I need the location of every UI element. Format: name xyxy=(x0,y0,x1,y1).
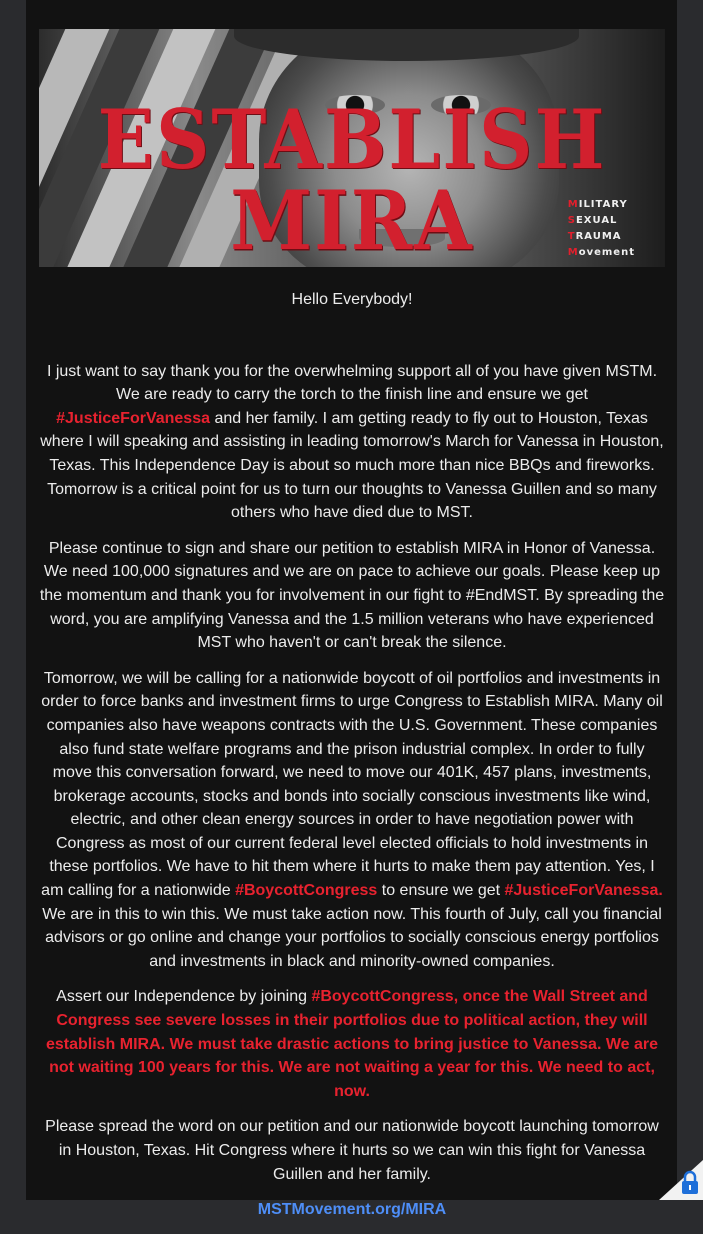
paragraph-boycott: Tomorrow, we will be calling for a nationwide boycott of oil portfolios and investments in order to force banks and investment firms to urge Congress to Establish MIRA. Many oil companies also have weapons contracts with the U.S. Government. These companies also fund state welfare programs and the prison industrial complex. In order to fully move this conversation forward, we need to move our 401K, 457 plans, investments, brokerage accounts, stocks and bonds into socially conscious investments like wind, electric, and other clean energy sources in order to have negotiation power with Congress as most of our current federal level elected officials to hold investments in these portfolios. We have to hit them where it hurts to make them pay attention. Yes, I am calling for a nationwide #BoycottCongress to ensure we get #JusticeForVanessa. We are in this to win this. We must take action now. This fourth of July, call you financial advisors or go online and change your portfolios to socially conscious energy portfolios and investments in black and minority-owned companies. xyxy=(41,669,663,970)
greeting: Hello Everybody! xyxy=(291,291,413,308)
hashtag-justice-for-vanessa[interactable]: #JusticeForVanessa. xyxy=(504,882,663,900)
acronym-word: TRAUMA xyxy=(567,231,622,242)
newsletter-panel xyxy=(26,0,677,1219)
banner-image xyxy=(39,29,665,267)
paragraph-thanks: I just want to say thank you for the overwhelming support all of you have given MSTM. We are ready to carry the torch to the finish line and ensure we get #JusticeForVanessa and her family. I am getting ready to fly out to Houston, Texas where I will speaking and assisting in leading tomorrow's March for Vanessa in Houston, Texas. This Independence Day is about so much more than nice BBQs and fireworks. Tomorrow is a critical point for us to turn our thoughts to Vanessa Guillen and so many others who have died due to MST. xyxy=(40,362,664,522)
lock-icon[interactable] xyxy=(653,1160,703,1200)
paragraph-petition: Please continue to sign and share our petition to establish MIRA in Honor of Vanessa. We need 100,000 signatures and we are on pace to achieve our goals. Please keep up the momentum and thank you for involvement in our fight to #EndMST. By spreading the word, you are amplifying Vanessa and the 1.5 million veterans who have experienced MST who haven't or can't break the silence. xyxy=(39,539,665,652)
paragraph-independence: Assert our Independence by joining #BoycottCongress, once the Wall Street and Congress see severe losses in their portfolios due to political action, they will establish MIRA. We must take drastic actions to bring justice to Vanessa. We are not waiting 100 years for this. We are not waiting a year for this. We need to act, now. xyxy=(45,988,659,1100)
acronym-word: Movement xyxy=(567,247,635,258)
acronym-list xyxy=(568,197,635,261)
message-body xyxy=(39,288,665,1234)
hashtag-justice-for-vanessa[interactable]: #JusticeForVanessa xyxy=(56,409,210,427)
acronym-word: SEXUAL xyxy=(567,215,618,226)
call-to-action-text: #BoycottCongress, once the Wall Street and Congress see severe losses in their portfolios due to political action, they will establish MIRA. We must take drastic actions to bring justice to Vanessa. We are not waiting 100 years for this. We are not waiting a year for this. We need to act, now. xyxy=(45,988,659,1100)
paragraph-spread-word: Please spread the word on our petition and our nationwide boycott launching tomorrow in Houston, Texas. Hit Congress where it hurts so we can win this fight for Vanessa Guillen and her family. xyxy=(45,1118,659,1183)
banner-title: ESTABLISH MIRA xyxy=(97,93,607,267)
petition-link[interactable]: MSTMovement.org/MIRA xyxy=(257,1201,447,1219)
petition-link-row xyxy=(39,1198,665,1222)
acronym-word: MILITARY xyxy=(567,199,628,210)
hashtag-boycott-congress[interactable]: #BoycottCongress xyxy=(235,882,378,900)
